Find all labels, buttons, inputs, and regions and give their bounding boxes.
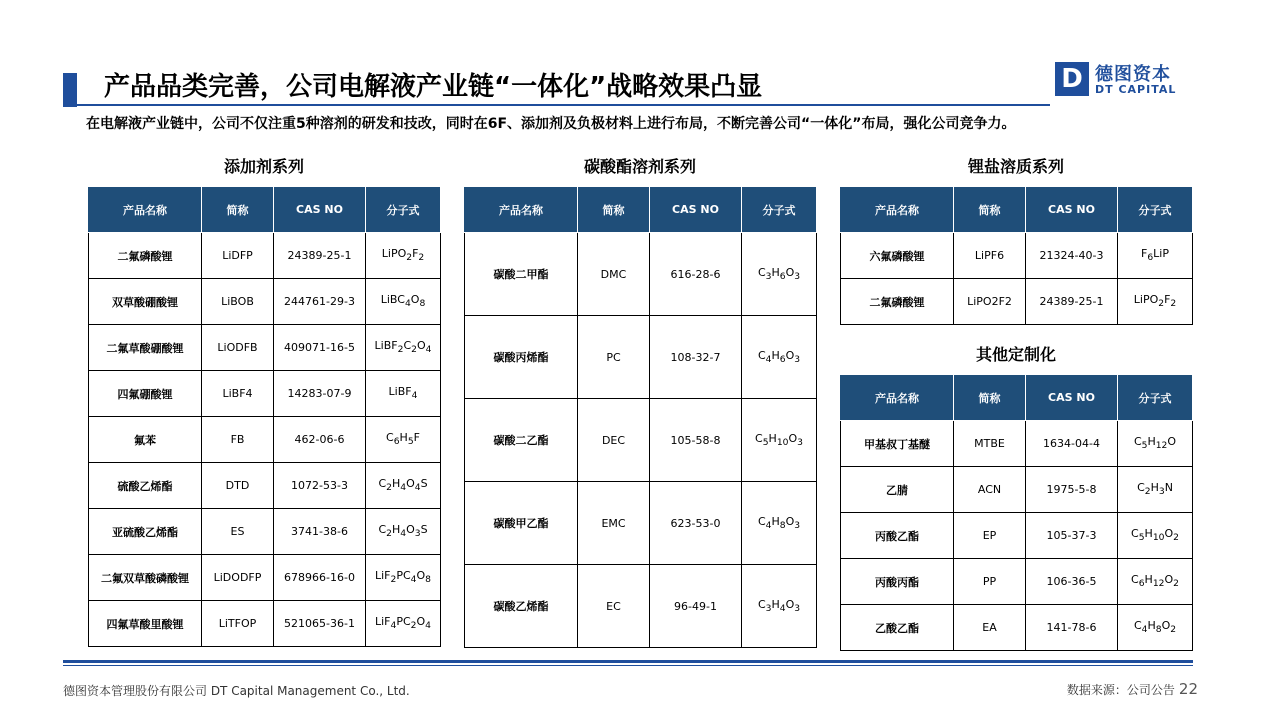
cell-name: 乙腈 bbox=[841, 467, 954, 513]
table-row bbox=[465, 565, 817, 648]
cell-abbr: PC bbox=[578, 316, 650, 399]
cell-name: 亚硫酸乙烯酯 bbox=[89, 509, 202, 555]
cell-name: 丙酸乙酯 bbox=[841, 513, 954, 559]
company-logo bbox=[1055, 62, 1185, 98]
table-header-row bbox=[841, 187, 1193, 233]
table-row bbox=[841, 421, 1193, 467]
cell-abbr: EMC bbox=[578, 482, 650, 565]
cell-abbr: LiPF6 bbox=[954, 233, 1026, 279]
column-header: 简称 bbox=[954, 187, 1026, 233]
cell-abbr: LiPO2F2 bbox=[954, 279, 1026, 325]
cell-abbr: ES bbox=[202, 509, 274, 555]
cell-formula: $C_5H_{10}O_2$ bbox=[1118, 513, 1193, 559]
cell-name: 甲基叔丁基醚 bbox=[841, 421, 954, 467]
section-title-carbonates: 碳酸酯溶剂系列 bbox=[583, 157, 696, 176]
table-row bbox=[89, 509, 441, 555]
cell-abbr: LiODFB bbox=[202, 325, 274, 371]
table-row bbox=[89, 233, 441, 279]
cell-cas: 1975-5-8 bbox=[1026, 467, 1118, 513]
column-header: 简称 bbox=[202, 187, 274, 233]
column-header: 分子式 bbox=[1118, 375, 1193, 421]
column-header: 分子式 bbox=[366, 187, 441, 233]
cell-formula: $C_2H_4O_4S$ bbox=[366, 463, 441, 509]
table-header-row bbox=[89, 187, 441, 233]
cell-formula: LiBF$_4$ bbox=[366, 371, 441, 417]
cell-cas: 14283-07-9 bbox=[274, 371, 366, 417]
cell-abbr: PP bbox=[954, 559, 1026, 605]
cell-formula: $C_6H_{12}O_2$ bbox=[1118, 559, 1193, 605]
column-header: 产品名称 bbox=[841, 375, 954, 421]
table-header-row bbox=[841, 375, 1193, 421]
section-title-additives: 添加剂系列 bbox=[223, 157, 304, 176]
cell-cas: 244761-29-3 bbox=[274, 279, 366, 325]
cell-formula: $C_2H_4O_3S$ bbox=[366, 509, 441, 555]
cell-abbr: LiBF4 bbox=[202, 371, 274, 417]
cell-abbr: DMC bbox=[578, 233, 650, 316]
cell-abbr: DTD bbox=[202, 463, 274, 509]
cell-formula: $LiBF_2C_2O_4$ bbox=[366, 325, 441, 371]
cell-name: 碳酸二甲酯 bbox=[465, 233, 578, 316]
cell-abbr: ACN bbox=[954, 467, 1026, 513]
cell-cas: 24389-25-1 bbox=[274, 233, 366, 279]
cell-abbr: DEC bbox=[578, 399, 650, 482]
cell-name: 乙酸乙酯 bbox=[841, 605, 954, 651]
cell-formula: $C_5H_{10}O_3$ bbox=[742, 399, 817, 482]
column-header: 产品名称 bbox=[465, 187, 578, 233]
footer-divider-thin bbox=[63, 665, 1193, 666]
table-row bbox=[465, 482, 817, 565]
cell-formula: $LiF_4PC_2O_4$ bbox=[366, 601, 441, 647]
section-title-lithium-salts: 锂盐溶质系列 bbox=[967, 157, 1064, 176]
cell-formula: $C_5H_{12}O$ bbox=[1118, 421, 1193, 467]
table-row bbox=[89, 325, 441, 371]
cell-cas: 105-37-3 bbox=[1026, 513, 1118, 559]
cell-name: 碳酸甲乙酯 bbox=[465, 482, 578, 565]
cell-cas: 106-36-5 bbox=[1026, 559, 1118, 605]
cell-name: 二氟双草酸磷酸锂 bbox=[89, 555, 202, 601]
table-row bbox=[89, 463, 441, 509]
cell-cas: 96-49-1 bbox=[650, 565, 742, 648]
cell-formula: $F_6LiP$ bbox=[1118, 233, 1193, 279]
cell-formula: $LiBC_4O_8$ bbox=[366, 279, 441, 325]
cell-name: 氟苯 bbox=[89, 417, 202, 463]
cell-abbr: LiDFP bbox=[202, 233, 274, 279]
table-row bbox=[841, 279, 1193, 325]
cell-abbr: LiDODFP bbox=[202, 555, 274, 601]
table-row bbox=[465, 233, 817, 316]
section-title-custom: 其他定制化 bbox=[975, 345, 1056, 364]
table-row bbox=[89, 601, 441, 647]
cell-abbr: FB bbox=[202, 417, 274, 463]
cell-name: 二氟草酸硼酸锂 bbox=[89, 325, 202, 371]
cell-cas: 105-58-8 bbox=[650, 399, 742, 482]
logo-english-name: DT CAPITAL bbox=[1095, 83, 1177, 96]
page-number: 22 bbox=[1178, 680, 1198, 698]
cell-formula: $LiPO_2F_2$ bbox=[366, 233, 441, 279]
table-row bbox=[89, 417, 441, 463]
column-header: 分子式 bbox=[1118, 187, 1193, 233]
column-header: CAS NO bbox=[1026, 187, 1118, 233]
column-header: 产品名称 bbox=[89, 187, 202, 233]
column-header: CAS NO bbox=[1026, 375, 1118, 421]
table-row bbox=[841, 233, 1193, 279]
cell-formula: $C_4H_8O_3$ bbox=[742, 482, 817, 565]
cell-name: 四氟硼酸锂 bbox=[89, 371, 202, 417]
table-header-row bbox=[465, 187, 817, 233]
carbonates-table bbox=[464, 186, 817, 648]
cell-name: 碳酸二乙酯 bbox=[465, 399, 578, 482]
cell-cas: 141-78-6 bbox=[1026, 605, 1118, 651]
cell-cas: 21324-40-3 bbox=[1026, 233, 1118, 279]
cell-abbr: MTBE bbox=[954, 421, 1026, 467]
cell-name: 二氟磷酸锂 bbox=[89, 233, 202, 279]
title-underline bbox=[63, 104, 1050, 106]
custom-table bbox=[840, 374, 1193, 651]
cell-cas: 623-53-0 bbox=[650, 482, 742, 565]
column-header: 简称 bbox=[578, 187, 650, 233]
cell-cas: 1634-04-4 bbox=[1026, 421, 1118, 467]
cell-name: 双草酸硼酸锂 bbox=[89, 279, 202, 325]
cell-name: 六氟磷酸锂 bbox=[841, 233, 954, 279]
cell-formula: $C_6H_5F$ bbox=[366, 417, 441, 463]
lithium-salts-table bbox=[840, 186, 1193, 325]
column-header: CAS NO bbox=[274, 187, 366, 233]
footer-source bbox=[1067, 680, 1198, 698]
logo-chinese-name: 德图资本 bbox=[1095, 64, 1171, 85]
cell-formula: $C_3H_4O_3$ bbox=[742, 565, 817, 648]
cell-abbr: EA bbox=[954, 605, 1026, 651]
table-row bbox=[841, 467, 1193, 513]
cell-cas: 462-06-6 bbox=[274, 417, 366, 463]
page-subtitle: 在电解液产业链中，公司不仅注重5种溶剂的研发和技改，同时在6F、添加剂及负极材料上进行布局，不断完善公司“一体化”布局，强化公司竞争力。 bbox=[86, 116, 1016, 132]
cell-formula: $C_4H_8O_2$ bbox=[1118, 605, 1193, 651]
column-header: 分子式 bbox=[742, 187, 817, 233]
cell-abbr: EP bbox=[954, 513, 1026, 559]
cell-cas: 409071-16-5 bbox=[274, 325, 366, 371]
footer-source-text: 数据来源：公司公告 bbox=[1066, 683, 1175, 697]
cell-cas: 521065-36-1 bbox=[274, 601, 366, 647]
cell-cas: 616-28-6 bbox=[650, 233, 742, 316]
cell-cas: 108-32-7 bbox=[650, 316, 742, 399]
table-row bbox=[89, 371, 441, 417]
cell-cas: 678966-16-0 bbox=[274, 555, 366, 601]
column-header: 简称 bbox=[954, 375, 1026, 421]
cell-formula: $LiPO_2F_2$ bbox=[1118, 279, 1193, 325]
cell-formula: $C_3H_6O_3$ bbox=[742, 233, 817, 316]
title-accent-bar bbox=[63, 73, 77, 107]
cell-cas: 3741-38-6 bbox=[274, 509, 366, 555]
additives-table bbox=[88, 186, 441, 647]
cell-name: 二氟磷酸锂 bbox=[841, 279, 954, 325]
footer-company: 德图资本管理股份有限公司 DT Capital Management Co., Ltd. bbox=[63, 684, 410, 698]
cell-abbr: EC bbox=[578, 565, 650, 648]
table-row bbox=[89, 555, 441, 601]
cell-formula: $C_2H_3N$ bbox=[1118, 467, 1193, 513]
cell-name: 硫酸乙烯酯 bbox=[89, 463, 202, 509]
page-title: 产品品类完善，公司电解液产业链“一体化”战略效果凸显 bbox=[104, 72, 763, 102]
table-row bbox=[841, 513, 1193, 559]
cell-name: 碳酸乙烯酯 bbox=[465, 565, 578, 648]
cell-name: 四氟草酸里酸锂 bbox=[89, 601, 202, 647]
table-row bbox=[841, 605, 1193, 651]
footer-divider bbox=[63, 660, 1193, 663]
logo-mark-icon: D bbox=[1055, 62, 1089, 96]
cell-abbr: LiBOB bbox=[202, 279, 274, 325]
table-row bbox=[465, 316, 817, 399]
table-row bbox=[841, 559, 1193, 605]
column-header: 产品名称 bbox=[841, 187, 954, 233]
table-row bbox=[465, 399, 817, 482]
cell-abbr: LiTFOP bbox=[202, 601, 274, 647]
cell-name: 碳酸丙烯酯 bbox=[465, 316, 578, 399]
cell-formula: $C_4H_6O_3$ bbox=[742, 316, 817, 399]
column-header: CAS NO bbox=[650, 187, 742, 233]
table-row bbox=[89, 279, 441, 325]
cell-name: 丙酸丙酯 bbox=[841, 559, 954, 605]
cell-cas: 24389-25-1 bbox=[1026, 279, 1118, 325]
cell-cas: 1072-53-3 bbox=[274, 463, 366, 509]
cell-formula: $LiF_2PC_4O_8$ bbox=[366, 555, 441, 601]
